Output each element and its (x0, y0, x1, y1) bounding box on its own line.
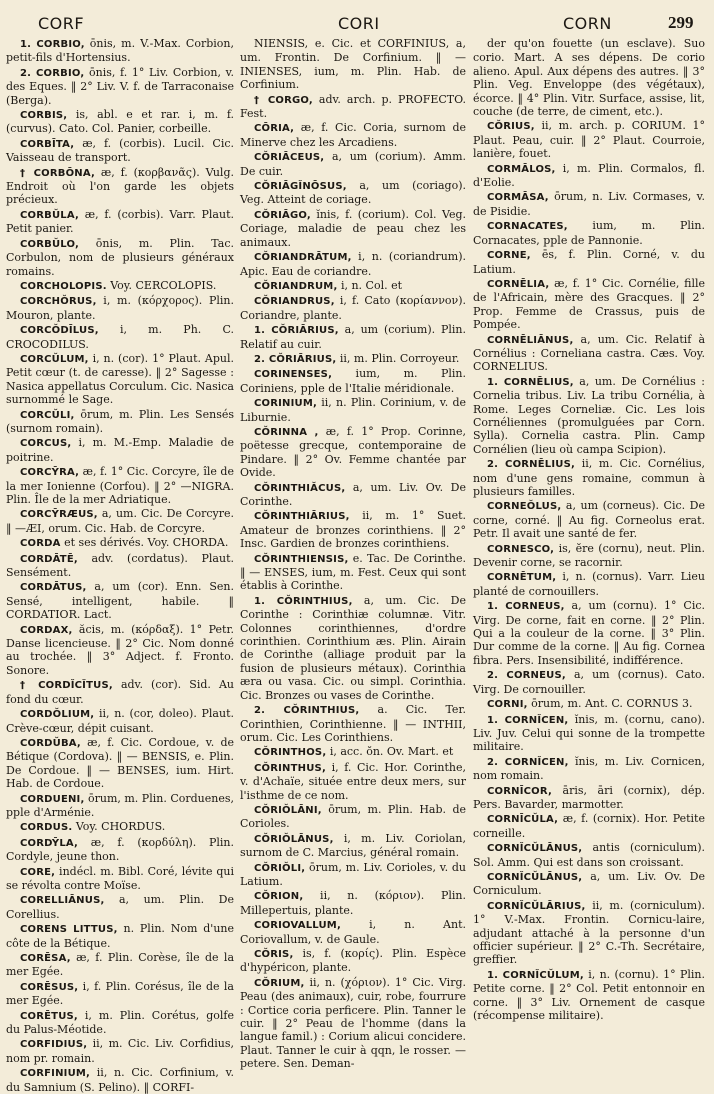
entry-headword: CORMĀSA, (487, 192, 549, 204)
dictionary-entry (240, 294, 466, 322)
entry-definition: ii, n. (κόριον). Plin. Millepertuis, plante. (240, 889, 466, 917)
dictionary-entry (6, 137, 234, 165)
entry-headword: CORNĬCŬLĀNUS, (487, 871, 583, 883)
dictionary-entry (6, 1037, 234, 1065)
dictionary-entry (240, 976, 466, 1071)
entry-definition: n. Plin. Nom d'une côte de la Bétique. (6, 922, 235, 950)
entry-definition: ēs, f. Plin. Corné, v. du Latium. (473, 248, 705, 276)
entry-definition: i, m. Liv. Coriolan, surnom de C. Marcius, général romain. (240, 831, 466, 860)
dictionary-entry (473, 870, 705, 898)
entry-headword: CORINENSES, (254, 369, 333, 381)
entry-headword: CORDĀTĒ, (20, 553, 78, 565)
entry-headword: CORBŬLO, (20, 238, 79, 250)
entry-headword: CORBŬLA, (20, 209, 79, 221)
entry-headword: CORCȲRÆUS, (20, 509, 98, 521)
entry-definition: i, n. (cornu). 1° Plin. Petite corne. ‖ 2° Col. Petit entonnoir en corne. ‖ 3° Liv. Ornement de casque (récompense militaire). (473, 967, 706, 1023)
entry-headword: CORDĀTUS, (20, 582, 87, 594)
entry-definition: is, abl. e et rar. i, m. f. (curvus). Cato. Col. Panier, corbeille. (6, 108, 234, 136)
entry-headword: CORNĒLIĀNUS, (487, 334, 574, 346)
entry-headword: CORNĒLIA, (487, 278, 550, 290)
dictionary-entry (240, 150, 466, 178)
entry-definition: a, um. Liv. Ov. De Corniculum. (473, 869, 705, 898)
entry-headword: CORNEŎLUS, (487, 501, 562, 513)
dictionary-entry (240, 367, 466, 395)
dictionary-entry (473, 333, 705, 374)
entry-definition: ōrum, m. Ant. C. CORNUS 3. (527, 697, 693, 711)
dictionary-entry (6, 792, 234, 820)
entry-headword: † CORDĬCĬTUS, (20, 680, 113, 692)
entry-definition: æ, f. Cic. Cordoue, v. de Bétique (Cordova). ‖ — BENSIS, e. Plin. De Cordoue. ‖ — BENSES, ium. Hirt. Hab. de Cordoue. (6, 735, 234, 791)
dictionary-entry (473, 277, 705, 332)
dictionary-entry (6, 865, 234, 893)
entry-definition: ōrum, m. Plin. Hab. de Corioles. (240, 802, 466, 831)
dictionary-column-middle (240, 37, 466, 1079)
entry-definition: æ, f. (κορβανᾶς). Vulg. Endroit où l'on garde les objets précieux. (6, 165, 234, 207)
dictionary-entry (473, 190, 705, 218)
dictionary-entry (240, 121, 466, 149)
dictionary-entry (6, 507, 234, 535)
entry-definition: a, um (cor). Enn. Sen. Sensé, intelligent, habile. ‖ CORDATIOR. Lact. (6, 580, 234, 622)
page-header (0, 0, 714, 36)
entry-definition: æ, f. 1° Cic. Cornélie, fille de l'Africain, mère des Gracques. ‖ 2° Prop. Femme de Crassus, puis de Pompée. (473, 276, 705, 332)
entry-definition: a, um. Plin. De Corellius. (6, 893, 234, 921)
entry-definition: a, um (coriago). Veg. Atteint de coriage. (240, 179, 466, 207)
entry-definition: i, n. (cor). 1° Plaut. Apul. Petit cœur (t. de caresse). ‖ 2° Sagesse : Nasica appellatus Corculum. Cic. Nasica surnommé le Sage. (6, 351, 234, 407)
dictionary-entry (6, 66, 234, 107)
dictionary-entry (240, 425, 466, 480)
dictionary-entry (6, 836, 234, 864)
entry-definition: i, n. (cornus). Varr. Lieu planté de cornouillers. (473, 570, 705, 598)
dictionary-entry (6, 678, 234, 706)
entry-headword: CORNACATES, (487, 221, 568, 233)
dictionary-entry (473, 219, 705, 247)
entry-headword: CORDȲLA, (20, 837, 79, 849)
entry-headword: † CORBŌNA, (20, 167, 95, 179)
entry-definition: adv. (cor). Sid. Au fond du cœur. (6, 678, 234, 706)
entry-definition: æ, f. (corbis). Lucil. Cic. Vaisseau de transport. (6, 136, 234, 165)
dictionary-column-left (6, 37, 235, 1094)
entry-headword: CORBĪTA, (20, 138, 75, 150)
entry-definition: a, um (corium). Amm. De cuir. (240, 150, 466, 178)
entry-definition: ĭnis, m. (cornu, cano). Liv. Juv. Celui qui sonne de la trompette militaire. (473, 712, 705, 754)
entry-headword: CORDŎLIUM, (20, 709, 95, 721)
entry-headword: CŌRIA, (254, 123, 295, 135)
entry-definition: ōnis, m. Plin. Tac. Corbulon, nom de plusieurs généraux romains. (6, 236, 234, 278)
entry-definition: i, m. Plin. Cormalos, fl. d'Eolie. (473, 161, 705, 190)
entry-headword: CŎRIĀCEUS, (254, 152, 325, 164)
entry-definition: a, um. Cic. De Corcyre. ‖ —ÆI, orum. Cic. Hab. de Corcyre. (6, 507, 234, 535)
dictionary-entry (473, 570, 705, 598)
entry-headword: CORNESCO, (487, 543, 555, 555)
entry-definition: a, um. Cic. Relatif à Cornélius : Corneliana castra. Cæs. Voy. CORNELIUS. (473, 332, 705, 374)
dictionary-entry (473, 499, 705, 540)
dictionary-entry (6, 436, 234, 464)
entry-definition: a, um. De Cornélius : Cornelia tribus. Liv. La tribu Cornélia, à Rome. Leges Corneliæ. Cic. Les lois Cornéliennes (promulguées par Corn. Sylla). Cornelia castra. Plin. Camp Cornélien (lieu où campa Scipion). (473, 374, 705, 456)
entry-headword: CŎRINTHIĀRIUS, (254, 511, 350, 523)
entry-headword: 2. CORNĒLIUS, (487, 459, 575, 471)
entry-headword: 2. CŎRINTHIUS, (254, 705, 360, 717)
entry-definition: ii, m. Plin. Corroyeur. (336, 351, 460, 365)
entry-headword: CORNE, (487, 250, 531, 262)
entry-headword: CORĒTUS, (20, 1010, 78, 1022)
dictionary-entry (473, 713, 705, 754)
entry-headword: CŎRIS, (254, 949, 294, 960)
entry-definition: āris, āri (cornix), dép. Pers. Bavarder, marmotter. (473, 783, 705, 811)
entry-definition: Voy. CERCOLOPIS. (106, 278, 217, 292)
entry-headword: CORFINIUM, (20, 1068, 91, 1080)
entry-headword: CORCHOLOPIS. (20, 280, 107, 292)
dictionary-entry (473, 841, 705, 869)
dictionary-entry (6, 951, 234, 979)
entry-definition: ii, n. Plin. Corinium, v. de Liburnie. (240, 396, 466, 424)
entry-definition: adv. (cordatus). Plaut. Sensément. (6, 551, 234, 580)
entry-definition: antis (corniculum). Sol. Amm. Qui est dans son croissant. (473, 841, 705, 869)
entry-headword: CORMĀLOS, (487, 163, 556, 175)
dictionary-entry (6, 323, 234, 351)
entry-headword: 1. CORNĬCEN, (487, 714, 569, 726)
dictionary-entry (240, 93, 466, 121)
dictionary-entry (240, 323, 466, 351)
dictionary-entry (473, 784, 705, 812)
entry-definition: ăcis, m. (κόρδαξ). 1° Petr. Danse licencieuse. ‖ 2° Cic. Nom donné au trochée. ‖ 3° Adject. f. Fronto. Sonore. (6, 622, 234, 677)
entry-definition: is, ĕre (cornu), neut. Plin. Devenir corne, se racornir. (473, 541, 705, 570)
entry-definition: ii, n. (cor, doleo). Plaut. Crève-cœur, dépit cuisant. (6, 707, 234, 735)
entry-definition: i, acc. ŏn. Ov. Mart. et (326, 745, 454, 759)
dictionary-entry (6, 408, 234, 436)
entry-headword: 1. CORBIO, (20, 39, 85, 50)
entry-headword: CORIOVALLUM, (254, 920, 341, 932)
dictionary-entry (6, 208, 234, 236)
dictionary-entry (6, 580, 234, 621)
entry-headword: CORBIS, (20, 110, 68, 122)
entry-definition: i, f. Cato (κορίαννον). Coriandre, plante. (240, 294, 466, 322)
entry-headword: CŎRINTHIENSIS, (254, 553, 349, 565)
entry-definition: adv. arch. p. PROFECTO. Fest. (240, 92, 466, 121)
entry-headword: CORCŎDĪLUS, (20, 325, 99, 337)
dictionary-entry (240, 918, 466, 946)
dictionary-entry (240, 396, 466, 424)
dictionary-entry (240, 861, 466, 889)
entry-headword: CŎRIUM, (254, 977, 305, 989)
entry-definition: æ, f. (κορδύλη). Plin. Cordyle, jeune thon. (6, 835, 234, 864)
entry-headword: 2. CŎRIĀRIUS, (254, 353, 337, 365)
entry-headword: CORENS LITTUS, (20, 924, 118, 936)
entry-definition: ium, m. Plin. Cornacates, pple de Pannonie. (473, 219, 705, 247)
entry-headword: CŎRIANDRĀTUM, (254, 252, 352, 264)
entry-headword: CORDAX, (20, 624, 73, 636)
entry-headword: CORDUS. (20, 822, 73, 834)
entry-definition: is, f. (κορίς). Plin. Espèce d'hypéricon, plante. (240, 947, 466, 975)
dictionary-entry (240, 745, 466, 759)
entry-headword: CORCŬLUM, (20, 353, 89, 365)
entry-headword: CŎRIŎLĀNUS, (254, 833, 334, 845)
dictionary-entry (473, 542, 705, 570)
dictionary-entry (6, 279, 234, 293)
entry-definition: indécl. m. Bibl. Coré, lévite qui se révolta contre Moïse. (6, 864, 234, 892)
dictionary-entry (473, 162, 705, 190)
dictionary-entry (240, 509, 466, 550)
dictionary-entry (6, 552, 234, 580)
dictionary-column-right (473, 37, 705, 1079)
dictionary-entry (6, 352, 234, 407)
entry-definition: a, um. Liv. Ov. De Corinthe. (240, 480, 466, 508)
entry-definition: i, m. (κόρχορος). Plin. Mouron, plante. (6, 294, 234, 322)
entry-definition: i, n. Ant. Coriovallum, v. de Gaule. (240, 918, 466, 946)
entry-definition: ōrum, m. Plin. Corduenes, pple d'Arménie. (6, 791, 234, 819)
entry-definition: a, um. Cic. De Corinthe : Corinthiæ columnæ. Vitr. Colonnes corinthiennes, d'ordre corinthien. Corinthium æs. Plin. Airain de Corinthe (alliage produit par la fusion de plusieurs métaux). Corinthia æra ou vasa. Cic. ou simpl. Corinthia. Cic. Bronzes ou vases de Corinthe. (240, 593, 467, 702)
dictionary-entry (6, 465, 234, 506)
dictionary-entry (240, 481, 466, 509)
dictionary-entry (240, 889, 466, 917)
entry-headword: CŎRIUS, (487, 121, 535, 133)
dictionary-entry (6, 1066, 234, 1094)
entry-definition: i, m. M.-Emp. Maladie de poitrine. (6, 436, 234, 464)
entry-definition: ōrum, m. Plin. Les Sensés (surnom romain). (6, 407, 234, 435)
dictionary-entry (473, 812, 705, 840)
dictionary-entry (473, 899, 705, 967)
entry-headword: CORNĒTUM, (487, 572, 557, 584)
dictionary-entry (473, 697, 705, 711)
entry-headword: CORDŬBA, (20, 737, 81, 749)
dictionary-entry (473, 755, 705, 783)
dictionary-entry (6, 623, 234, 678)
entry-headword: CORĒSUS, (20, 981, 79, 993)
dictionary-entry (240, 761, 466, 802)
entry-definition: ii, m. 1° Suet. Amateur de bronzes corinthiens. ‖ 2° Insc. Gardien de bronzes corinthiens. (240, 509, 466, 551)
dictionary-entry (240, 279, 466, 293)
entry-definition: a. Cic. Ter. Corinthien, Corinthienne. ‖ — INTHII, orum. Cic. Les Corinthiens. (240, 703, 466, 744)
entry-definition: ii, n. Cic. Corfinium, v. du Samnium (S. Pelino). ‖ CORFI- (6, 1066, 234, 1094)
entry-headword: 1. CORNĬCŬLUM, (487, 969, 584, 981)
entry-definition: i, f. Plin. Corésus, île de la mer Egée. (6, 979, 234, 1008)
entry-headword: CORNI, (487, 699, 528, 711)
dictionary-entry (240, 803, 466, 831)
dictionary-entry (6, 707, 234, 735)
dictionary-entry (473, 968, 705, 1023)
entry-definition: æ, f. (cornix). Hor. Petite corneille. (473, 812, 705, 840)
entry-headword: CŎRINTHOS, (254, 747, 327, 759)
entry-definition: i, m. Ph. C. CROCODILUS. (6, 323, 234, 351)
entry-definition: ii, m. arch. p. CORIUM. 1° Plaut. Peau, cuir. ‖ 2° Plaut. Courroie, lanière, fouet. (473, 119, 705, 161)
dictionary-entry (240, 947, 466, 975)
entry-headword: 1. CORNEUS, (487, 601, 565, 613)
entry-headword: CORCHŎRUS, (20, 296, 97, 308)
dictionary-entry (6, 536, 234, 550)
entry-headword: CORĒSA, (20, 953, 71, 964)
entry-definition: i, m. Plin. Corétus, golfe du Palus-Méotide. (6, 1008, 234, 1037)
entry-definition: æ, f. Plin. Corèse, île de la mer Egée. (6, 951, 234, 979)
entry-definition: ĭnis, f. (corium). Col. Veg. Coriage, maladie de peau chez les animaux. (240, 207, 466, 249)
entry-headword: CORFIDIUS, (20, 1039, 88, 1051)
dictionary-entry (240, 552, 466, 593)
entry-definition: i, n. (coriandrum). Apic. Eau de coriandre. (240, 250, 466, 278)
entry-definition: a, um (corium). Plin. Relatif au cuir. (240, 323, 466, 351)
dictionary-entry (6, 736, 234, 791)
dictionary-entry (240, 208, 466, 249)
entry-definition: ii, n. (χόριον). 1° Cic. Virg. Peau (des animaux), cuir, robe, fourrure : Cortice coria perficere. Plin. Tanner le cuir. ‖ 2° Peau de l'homme (dans la langue famil.) : Corium alicui concidere. Plaut. Tanner le cuir à qqn, le rosser. — petere. Sen. Deman- (240, 975, 466, 1071)
entry-definition: der qu'on fouette (un esclave). Suo corio. Mart. A ses dépens. De corio alieno. Apul. Aux dépens des autres. ‖ 3° Plin. Veg. Enveloppe (des végétaux), écorce. ‖ 4° Plin. Vitr. Surface, assise, lit, couche (de terre, de ciment, etc.). (473, 37, 705, 119)
entry-definition: a, um (cornu). 1° Cic. Virg. De corne, fait en corne. ‖ 2° Plin. Qui a la couleur de la corne. ‖ 3° Plin. Dur comme de la corne. ‖ Au fig. Cornea fibra. Pers. Insensibilité, indifférence. (473, 599, 705, 667)
page-number: 299 (668, 13, 694, 32)
dictionary-entry (240, 352, 466, 366)
entry-headword: CORINIUM, (254, 398, 318, 410)
dictionary-entry (473, 119, 705, 160)
entry-headword: CŎRIĀGĬNŌSUS, (254, 181, 347, 193)
entry-headword: 1. CORNĒLIUS, (487, 376, 574, 388)
dictionary-entry (6, 37, 234, 65)
entry-definition: a, um (corneus). Cic. De corne, corné. ‖ Au fig. Corneolus erat. Petr. Il avait une santé de fer. (473, 499, 705, 541)
entry-headword: CŎRIŎLĀNI, (254, 804, 322, 816)
dictionary-entry (240, 250, 466, 278)
dictionary-entry (240, 179, 466, 207)
dictionary-entry (6, 166, 234, 207)
entry-headword: CŎRINTHUS, (254, 762, 326, 774)
dictionary-entry (6, 893, 234, 921)
right-guide-word: CORN (563, 14, 612, 33)
entry-headword: 1. CŎRINTHIUS, (254, 595, 353, 607)
dictionary-entry (6, 108, 234, 136)
entry-headword: CORCUS, (20, 438, 72, 450)
dictionary-entry (6, 237, 234, 278)
entry-definition: ĭnis, m. Liv. Cornicen, nom romain. (473, 754, 705, 783)
entry-headword: CORNĬCŬLĀNUS, (487, 843, 583, 855)
entry-definition: ōnis, m. V.-Max. Corbion, petit-fils d'Hortensius. (6, 37, 234, 65)
entry-headword: CŎRIŎLI, (254, 862, 306, 874)
entry-definition: æ, f. Cic. Coria, surnom de Minerve chez les Arcadiens. (240, 121, 466, 149)
dictionary-entry (240, 594, 466, 702)
entry-headword: 2. CORBIO, (20, 67, 85, 79)
middle-guide-word: CORI (338, 14, 380, 33)
entry-headword: CŎRIĀGO, (254, 209, 311, 221)
entry-headword: 1. CŎRIĀRIUS, (254, 325, 339, 337)
dictionary-entry (6, 980, 234, 1008)
dictionary-entry (473, 375, 705, 456)
dictionary-entry (473, 37, 705, 118)
dictionary-entry (473, 668, 705, 696)
entry-definition: ii, m. Cic. Cornélius, nom d'une gens romaine, commun à plusieurs familles. (473, 457, 705, 498)
entry-definition: e. Tac. De Corinthe. ‖ — ENSES, ium, m. Fest. Ceux qui sont établis à Corinthe. (240, 551, 466, 593)
entry-headword: CORNĪCOR, (487, 785, 552, 797)
dictionary-entry (240, 832, 466, 860)
dictionary-entry (6, 820, 234, 834)
entry-definition: et ses dérivés. Voy. CHORDA. (60, 536, 229, 550)
entry-headword: CŎRIANDRUM, (254, 280, 338, 292)
entry-definition: ii, m. (corniculum). 1° V.-Max. Frontin. Cornicu-laire, adjudant attaché à la personne d'un officier supérieur. ‖ 2° C.-Th. Secrétaire, greffier. (473, 898, 705, 967)
entry-definition: æ, f. (corbis). Varr. Plaut. Petit panier. (6, 207, 234, 236)
dictionary-entry (240, 703, 466, 744)
dictionary-entry (6, 1009, 234, 1037)
entry-headword: CŎRION, (254, 891, 304, 903)
entry-headword: CORE, (20, 866, 56, 878)
dictionary-entry (473, 248, 705, 276)
entry-headword: 2. CORNEUS, (487, 670, 566, 682)
entry-definition: ōrum, n. Liv. Cormases, v. de Pisidie. (473, 190, 705, 218)
entry-headword: CORDA (20, 538, 61, 550)
entry-headword: CORNĬCŬLĀRIUS, (487, 900, 586, 912)
entry-headword: CŎRIANDRUS, (254, 296, 335, 308)
entry-definition: Voy. CHORDUS. (72, 820, 166, 834)
entry-headword: CORDUENI, (20, 793, 85, 805)
dictionary-entry (473, 457, 705, 498)
entry-definition: i, n. Col. et (337, 278, 403, 292)
entry-definition: ōnis, f. 1° Liv. Corbion, v. des Eques. ‖ 2° Liv. V. f. de Tarraconaise (Berga). (6, 65, 234, 107)
dictionary-entry (6, 922, 234, 950)
entry-definition: i, f. Cic. Hor. Corinthe, v. d'Achaïe, située entre deux mers, sur l'isthme de ce nom. (240, 760, 466, 802)
entry-definition: a, um (cornus). Cato. Virg. De cornouiller. (473, 668, 705, 696)
entry-definition: æ, f. 1° Prop. Corinne, poëtesse grecque, contemporaine de Pindare. ‖ 2° Ov. Femme chantée par Ovide. (240, 424, 466, 480)
left-guide-word: CORF (38, 14, 85, 33)
entry-headword: † CORGO, (254, 94, 313, 106)
entry-headword: CORCŬLI, (20, 409, 75, 421)
entry-headword: CŎRINNA , (254, 426, 319, 438)
entry-definition: æ, f. 1° Cic. Corcyre, île de la mer Ionienne (Corfou). ‖ 2° —NIGRA. Plin. Île de la mer Adriatique. (6, 465, 234, 506)
entry-definition: ōrum, m. Liv. Corioles, v. du Latium. (240, 860, 466, 888)
entry-definition: ium, m. Plin. Coriniens, pple de l'Italie méridionale. (240, 367, 466, 395)
entry-definition: NIENSIS, e. Cic. et CORFINIUS, a, um. Frontin. De Corfinium. ‖ — INIENSES, ium, m. Plin. Hab. de Corfinium. (240, 37, 466, 92)
entry-headword: 2. CORNĬCEN, (487, 756, 569, 768)
entry-headword: CŎRINTHIĂCUS, (254, 482, 346, 494)
entry-headword: CORCȲRA, (20, 467, 80, 479)
dictionary-entry (240, 37, 466, 92)
dictionary-entry (473, 599, 705, 667)
entry-definition: ii, m. Cic. Liv. Corfidius, nom pr. romain. (6, 1037, 234, 1065)
entry-headword: CORNĪCŬLA, (487, 814, 559, 826)
entry-headword: CORELLIĀNUS, (20, 895, 105, 907)
dictionary-entry (6, 294, 234, 322)
